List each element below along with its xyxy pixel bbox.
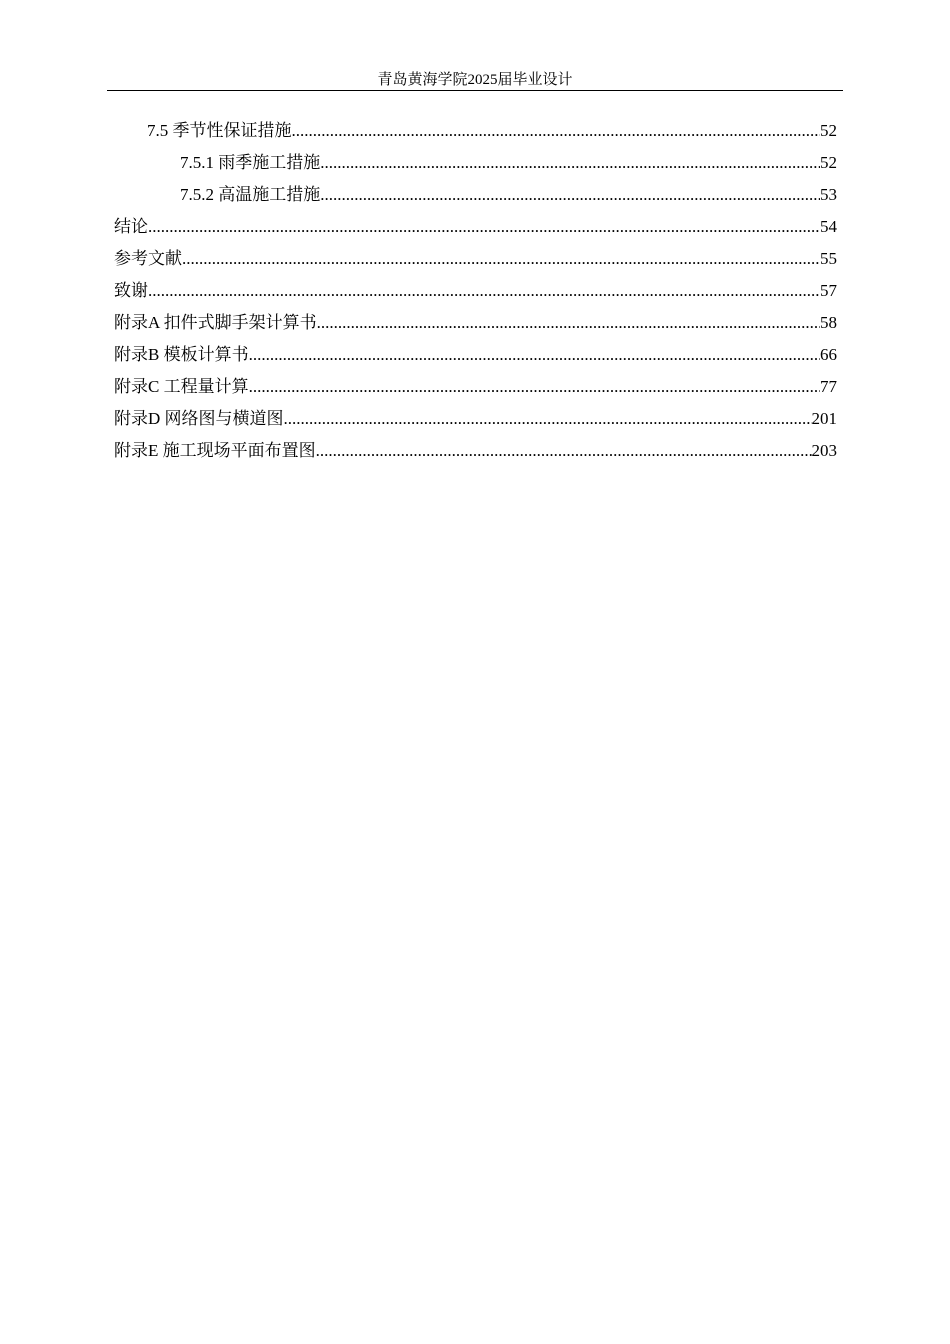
toc-entry-references[interactable] — [114, 243, 837, 275]
toc-entry-title: 附录B 模板计算书 — [114, 345, 249, 364]
toc-entry-appendix-a[interactable] — [114, 307, 837, 339]
header-title: 青岛黄海学院2025届毕业设计 — [377, 72, 573, 88]
toc-entry-title: 7.5.2 高温施工措施 — [180, 185, 321, 204]
toc-dot-leader — [182, 243, 820, 275]
toc-dot-leader — [317, 307, 820, 339]
toc-entry-page: 203 — [811, 441, 837, 460]
toc-entry-page: 58 — [820, 313, 837, 332]
toc-entry-page: 55 — [820, 249, 837, 268]
toc-entry-title: 7.5 季节性保证措施 — [147, 121, 292, 140]
toc-entry-7-5-1[interactable] — [114, 147, 837, 179]
toc-dot-leader — [249, 371, 820, 403]
toc-entry-page: 52 — [820, 121, 837, 140]
toc-dot-leader — [284, 403, 812, 435]
toc-entry-title: 7.5.1 雨季施工措施 — [180, 153, 321, 172]
toc-dot-leader — [316, 435, 812, 467]
toc-dot-leader — [292, 115, 821, 147]
toc-entry-7-5-2[interactable] — [114, 179, 837, 211]
toc-dot-leader — [320, 179, 820, 211]
toc-entry-title: 附录D 网络图与横道图 — [114, 409, 284, 428]
toc-entry-appendix-e[interactable] — [114, 435, 837, 467]
toc-entry-title: 致谢 — [114, 281, 148, 300]
toc-entry-acknowledgements[interactable] — [114, 275, 837, 307]
toc-entry-appendix-b[interactable] — [114, 339, 837, 371]
page-header — [107, 70, 843, 91]
toc-entry-page: 57 — [820, 281, 837, 300]
toc-dot-leader — [320, 147, 820, 179]
toc-entry-conclusion[interactable] — [114, 211, 837, 243]
toc-entry-page: 66 — [820, 345, 837, 364]
table-of-contents — [114, 115, 837, 467]
toc-entry-title: 参考文献 — [114, 249, 182, 268]
toc-entry-appendix-c[interactable] — [114, 371, 837, 403]
toc-entry-7-5[interactable] — [114, 115, 837, 147]
toc-entry-title: 附录A 扣件式脚手架计算书 — [114, 313, 317, 332]
toc-dot-leader — [249, 339, 820, 371]
toc-entry-title: 附录C 工程量计算 — [114, 377, 249, 396]
toc-entry-page: 53 — [820, 185, 837, 204]
toc-entry-page: 201 — [811, 409, 837, 428]
toc-entry-page: 77 — [820, 377, 837, 396]
toc-entry-title: 附录E 施工现场平面布置图 — [114, 441, 316, 460]
toc-entry-title: 结论 — [114, 217, 148, 236]
toc-entry-page: 54 — [820, 217, 837, 236]
toc-dot-leader — [148, 211, 820, 243]
toc-entry-page: 52 — [820, 153, 837, 172]
toc-entry-appendix-d[interactable] — [114, 403, 837, 435]
toc-dot-leader — [148, 275, 820, 307]
